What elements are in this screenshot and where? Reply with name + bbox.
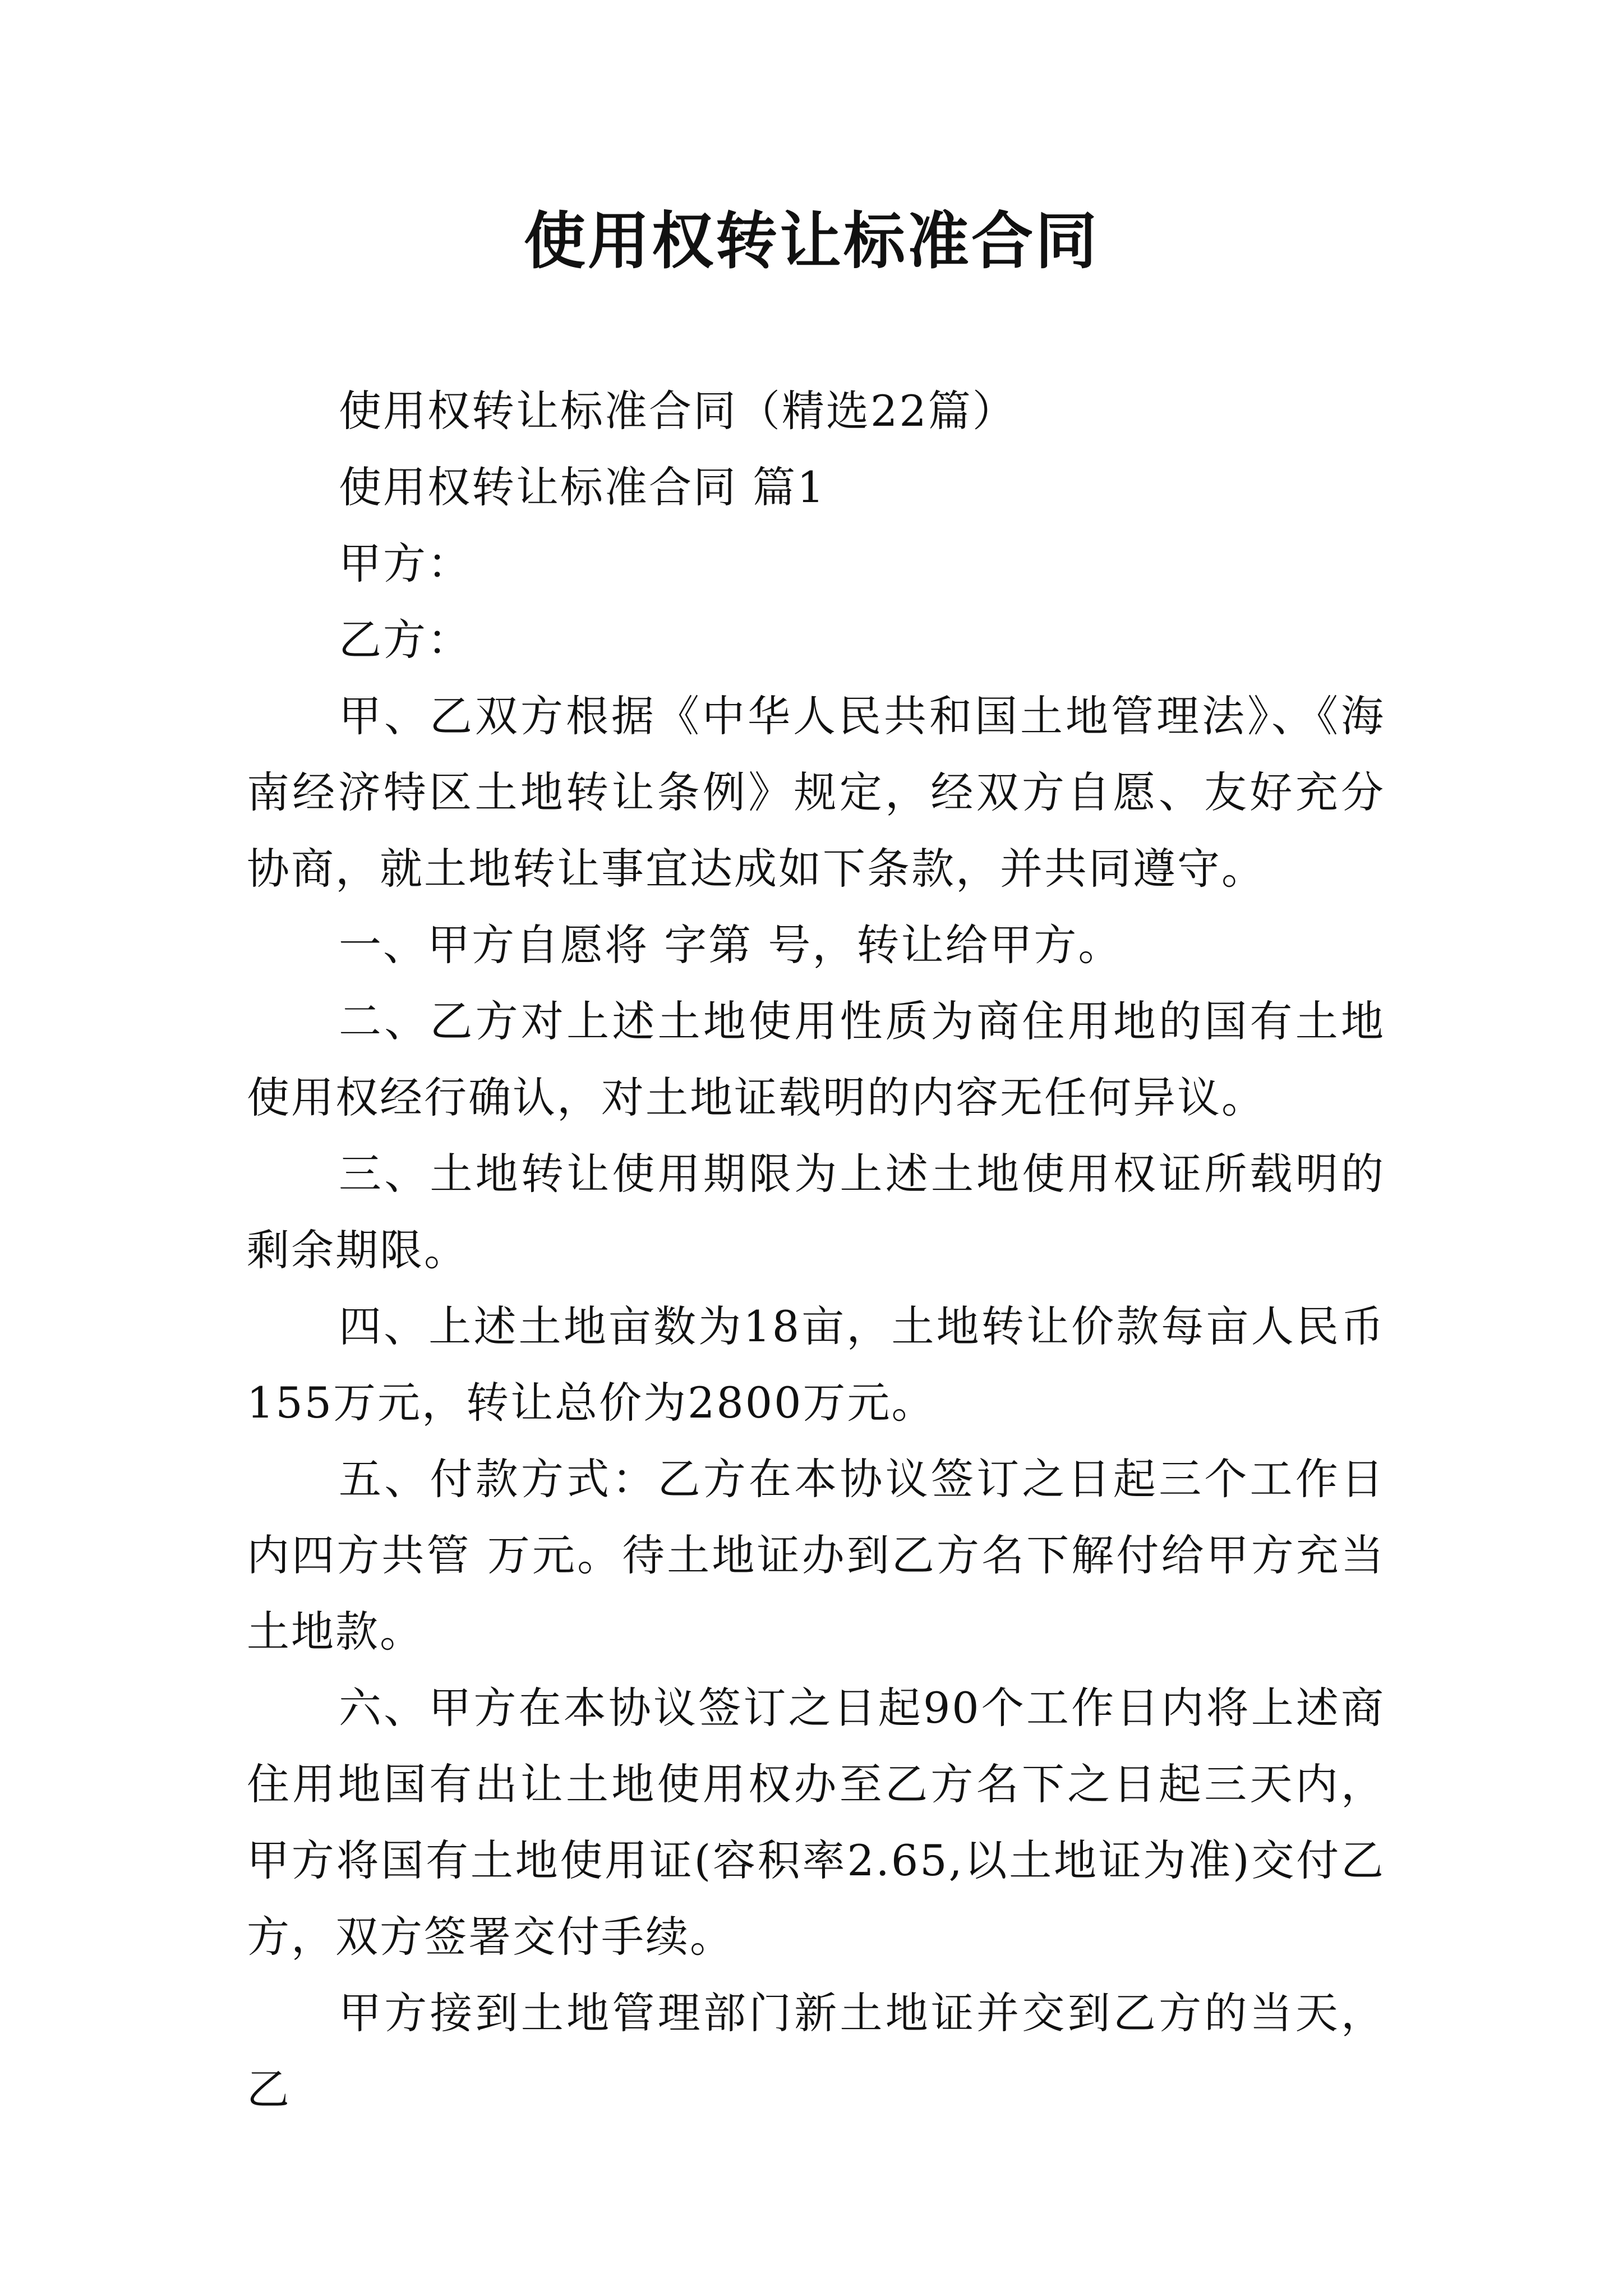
paragraph-continued: 甲方接到土地管理部门新土地证并交到乙方的当天，乙 [247,1988,1385,2114]
paragraph-collection-title: 使用权转让标准合同（精选22篇） [339,386,1017,436]
paragraph-clause-3: 三、土地转让使用期限为上述土地使用权证所载明的剩余期限。 [247,1149,1385,1275]
paragraph-section-heading: 使用权转让标准合同 篇1 [339,462,826,512]
paragraph-preamble: 甲、乙双方根据《中华人民共和国土地管理法》、《海南经济特区土地转让条例》规定，经双方自愿、友好充分协商，就土地转让事宜达成如下条款，并共同遵守。 [247,691,1385,894]
document-body [247,373,1385,2128]
paragraph-clause-2: 二、乙方对上述土地使用性质为商住用地的国有土地使用权经行确认，对土地证载明的内容无任何异议。 [247,996,1385,1122]
paragraph-party-a: 甲方： [339,539,472,588]
document-title: 使用权转让标准合同 [524,205,1099,277]
paragraph-party-b: 乙方： [339,615,472,665]
paragraph-clause-5: 五、付款方式：乙方在本协议签订之日起三个工作日内四方共管 万元。待土地证办到乙方名下解付给甲方充当土地款。 [247,1454,1385,1657]
paragraph-clause-6: 六、甲方在本协议签订之日起90个工作日内将上述商住用地国有出让土地使用权办至乙方名下之日起三天内，甲方将国有土地使用证(容积率2.65,以土地证为准)交付乙方，双方签署交付手续。 [247,1683,1385,1962]
paragraph-clause-4: 四、上述土地亩数为18亩，土地转让价款每亩人民币155万元，转让总价为2800万元。 [247,1301,1385,1428]
paragraph-clause-1: 一、甲方自愿将 字第 号，转让给甲方。 [339,920,1123,970]
